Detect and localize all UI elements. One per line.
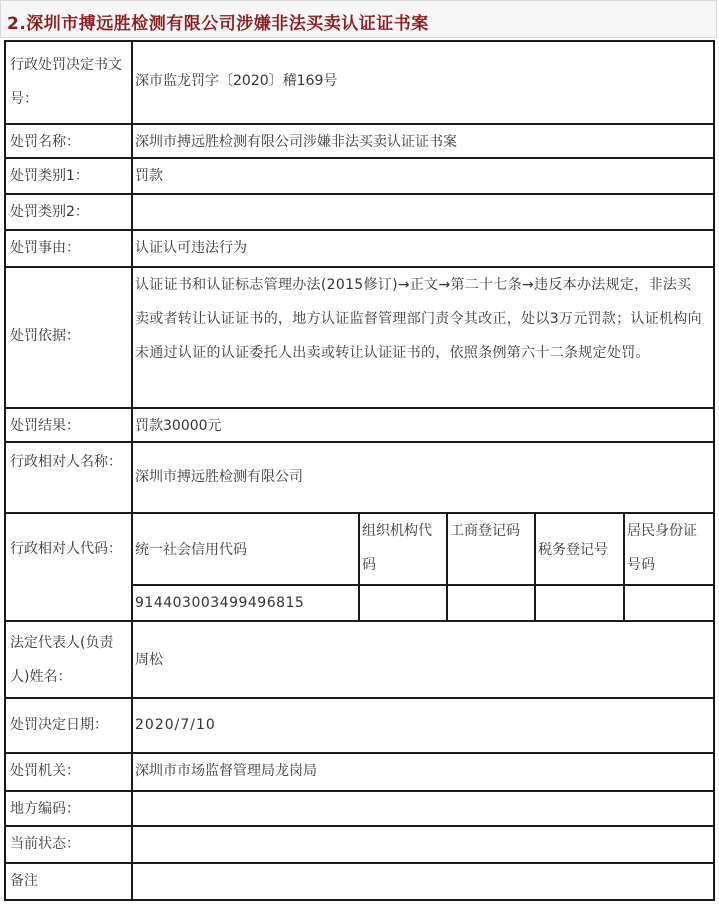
code-col-business: 工商登记码: [446, 512, 536, 586]
label-status: 当前状态：: [4, 825, 133, 864]
value-penalty-reason: 认证认可违法行为: [131, 229, 715, 268]
label-decision-no: 行政处罚决定书文号：: [4, 40, 133, 125]
code-value-tax: [534, 584, 625, 622]
code-value-business: [446, 584, 536, 622]
value-decision-no: 深市监龙罚字〔2020〕稽169号: [131, 40, 715, 125]
value-penalty-result: 罚款30000元: [131, 407, 715, 443]
label-penalty-name: 处罚名称：: [4, 123, 133, 159]
code-value-org: [358, 584, 448, 622]
label-penalty-result: 处罚结果：: [4, 407, 133, 443]
label-penalty-reason: 处罚事由：: [4, 229, 133, 268]
value-area-code: [131, 790, 715, 827]
label-penalty-type1: 处罚类别1：: [4, 157, 133, 195]
label-party-code: 行政相对人代码：: [4, 512, 133, 622]
label-authority: 处罚机关：: [4, 752, 133, 792]
label-penalty-basis: 处罚依据：: [4, 266, 133, 409]
code-col-credit: 统一社会信用代码: [131, 512, 360, 586]
code-col-org: 组织机构代码: [358, 512, 448, 586]
value-penalty-name: 深圳市搏远胜检测有限公司涉嫌非法买卖认证证书案: [131, 123, 715, 159]
label-penalty-type2: 处罚类别2：: [4, 193, 133, 231]
code-value-credit: 91440300349949681​5: [131, 584, 360, 622]
code-col-tax: 税务登记号: [534, 512, 625, 586]
label-remark: 备注: [4, 862, 133, 901]
label-legal-rep: 法定代表人(负责人)姓名：: [4, 620, 133, 699]
value-penalty-type2: [131, 193, 715, 231]
value-status: [131, 825, 715, 864]
value-penalty-basis: 认证证书和认证标志管理办法(2015修订)→正文→第二十七条→违反本办法规定，非法买卖或者转让认证证书的，地方认证监督管理部门责令其改正，处以3万元罚款；认证机构向未通过认证的认证委托人出卖或转让认证证书的，依照条例第六十二条规定处罚。: [131, 266, 715, 409]
value-legal-rep: 周松: [131, 620, 715, 699]
section-title: 2.深圳市搏远胜检测有限公司涉嫌非法买卖认证证书案: [7, 14, 429, 34]
value-remark: [131, 862, 715, 901]
code-value-id: [623, 584, 715, 622]
value-decision-date: 2020/7/10: [131, 697, 715, 754]
label-area-code: 地方编码：: [4, 790, 133, 827]
value-penalty-type1: 罚款: [131, 157, 715, 195]
value-authority: 深圳市市场监督管理局龙岗局: [131, 752, 715, 792]
value-party-name: 深圳市搏远胜检测有限公司: [131, 441, 715, 514]
section-header: [0, 0, 717, 38]
code-col-id: 居民身份证号码: [623, 512, 715, 586]
label-party-name: 行政相对人名称：: [4, 441, 133, 514]
label-decision-date: 处罚决定日期：: [4, 697, 133, 754]
